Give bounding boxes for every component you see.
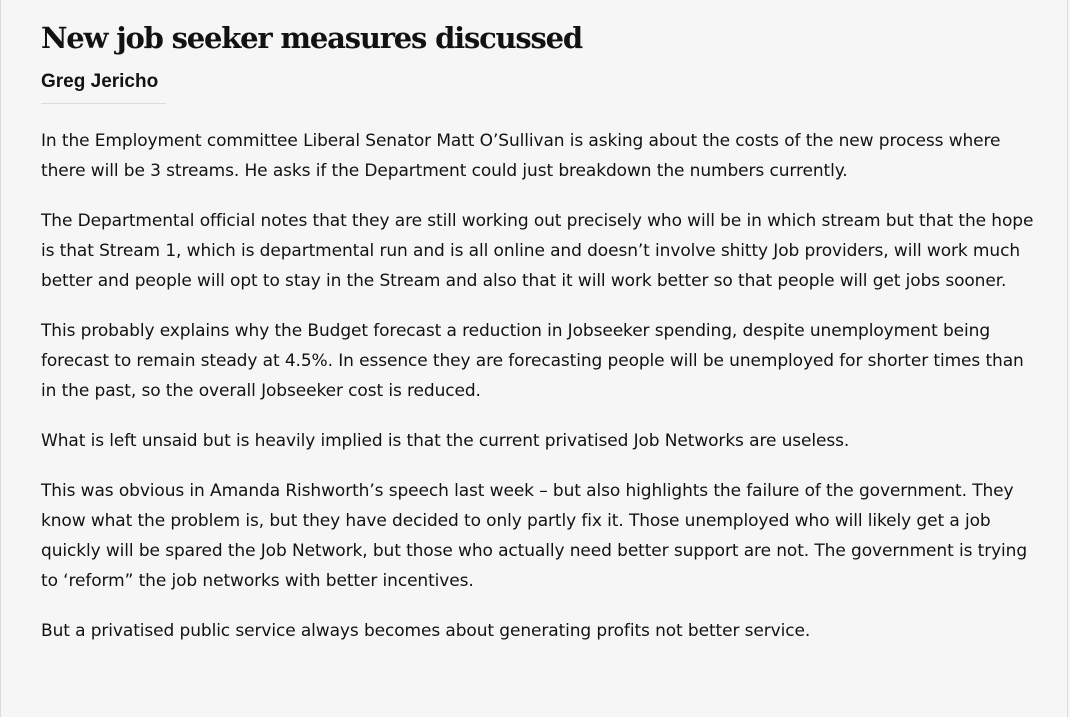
post-paragraph: In the Employment committee Liberal Senator Matt O’Sullivan is asking about the costs of the new process where there will be 3 streams. He asks if the Department could just breakdown the numbers currently. [41,131,1001,181]
post-paragraph: This probably explains why the Budget forecast a reduction in Jobseeker spending, despite unemployment being forecast to remain steady at 4.5%. In essence they are forecasting people will be unemployed for shorter times than in the past, so the overall Jobseeker cost is reduced. [41,321,1024,401]
post-headline: New job seeker measures discussed [41,21,583,55]
blog-post [41,18,1041,666]
post-body [41,126,1041,646]
post-paragraph: But a privatised public service always becomes about generating profits not better service. [41,621,811,641]
post-paragraph: This was obvious in Amanda Rishworth’s speech last week – but also highlights the failure of the government. They know what the problem is, but they have decided to only partly fix it. Those unemployed who will likely get a job quickly will be spared the Job Network, but those who actually need better support are not. The government is trying to ‘reform” the job networks with better incentives. [41,481,1028,591]
post-paragraph: The Departmental official notes that they are still working out precisely who will be in which stream but that the hope is that Stream 1, which is departmental run and is all online and doesn’t involve shitty Job providers, will work much better and people will opt to stay in the Stream and also that it will work better so that people will get jobs sooner. [41,211,1034,291]
post-byline[interactable]: Greg Jericho [41,70,166,104]
post-paragraph: What is left unsaid but is heavily implied is that the current privatised Job Networks are useless. [41,431,850,451]
